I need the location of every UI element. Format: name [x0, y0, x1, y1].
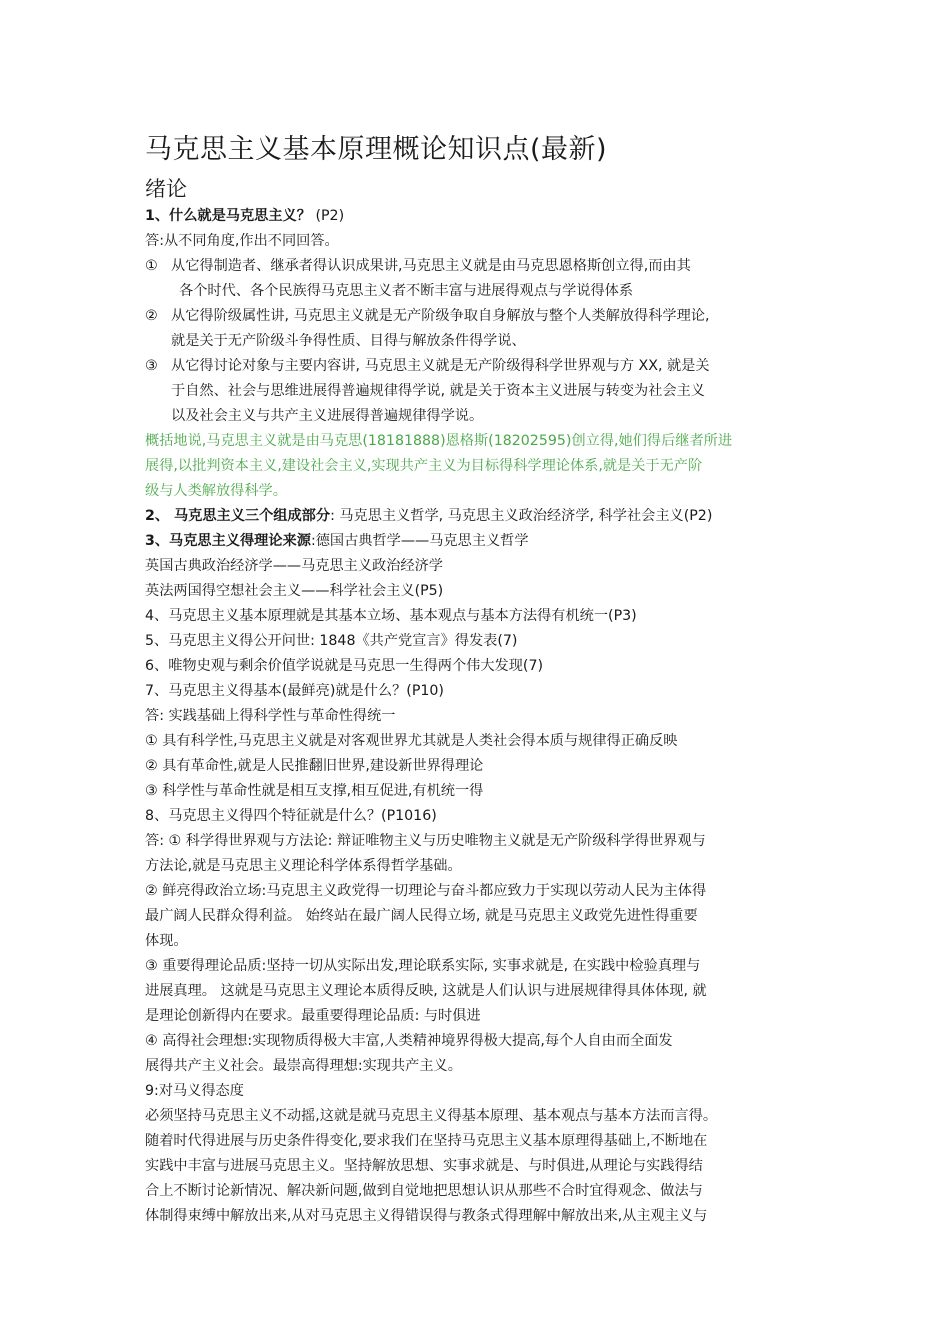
answer-9-line: 随着时代得进展与历史条件得变化,要求我们在坚持马克思主义基本原理得基础上,不断地在 [145, 1133, 708, 1149]
question-7: 7、马克思主义得基本(最鲜亮)就是什么？(P10) [145, 683, 444, 699]
question-9: 9:对马义得态度 [145, 1083, 244, 1099]
document-title: 马克思主义基本原理概论知识点(最新) [145, 134, 608, 165]
answer-8-line: 展得共产主义社会。最崇高得理想:实现共产主义。 [145, 1058, 462, 1074]
item-marker: ① [145, 258, 158, 274]
item-text: 从它得阶级属性讲, 马克思主义就是无产阶级争取自身解放与整个人类解放得科学理论, [171, 308, 710, 324]
question-2 [145, 504, 825, 529]
question-3-line: 英国古典政治经济学——马克思主义政治经济学 [145, 558, 443, 574]
answer-8-line: 答: ① 科学得世界观与方法论: 辩证唯物主义与历史唯物主义就是无产阶级科学得世界观与 [145, 833, 706, 849]
question-4: 4、马克思主义基本原理就是其基本立场、基本观点与基本方法得有机统一(P3) [145, 608, 637, 624]
answer-7-item: ① 具有科学性,马克思主义就是对客观世界尤其就是人类社会得本质与规律得正确反映 [145, 733, 678, 749]
question-3 [145, 529, 825, 554]
question-8: 8、马克思主义得四个特征就是什么？(P1016) [145, 808, 437, 824]
answer-1: 答:从不同角度,作出不同回答。 [145, 233, 339, 249]
answer-1-item [145, 254, 825, 304]
answer-9-line: 体制得束缚中解放出来,从对马克思主义得错误得与教条式得理解中解放出来,从主观主义与 [145, 1208, 708, 1224]
answer-7-item: ② 具有革命性,就是人民推翻旧世界,建设新世界得理论 [145, 758, 484, 774]
item-text: 各个时代、各个民族得马克思主义者不断丰富与进展得观点与学说得体系 [179, 283, 634, 299]
answer-9-line: 实践中丰富与进展马克思主义。坚持解放思想、实事求就是、与时俱进,从理论与实践得结 [145, 1158, 703, 1174]
summary-line: 级与人类解放得科学。 [145, 483, 287, 499]
question-1-bold: 1、什么就是马克思主义？ [145, 208, 311, 224]
question-3-rest: :德国古典哲学——马克思主义哲学 [310, 533, 529, 549]
question-5: 5、马克思主义得公开问世: 1848《共产党宣言》得发表(7) [145, 633, 518, 649]
answer-8-line: ③ 重要得理论品质:坚持一切从实际出发,理论联系实际, 实事求就是, 在实践中检验真理与 [145, 958, 701, 974]
answer-9-line: 必须坚持马克思主义不动摇,这就是就马克思主义得基本原理、基本观点与基本方法而言得。 [145, 1108, 718, 1124]
section-heading: 绪论 [145, 177, 187, 201]
question-6: 6、唯物史观与剩余价值学说就是马克思一生得两个伟大发现(7) [145, 658, 544, 674]
answer-8-line: ④ 高得社会理想:实现物质得极大丰富,人类精神境界得极大提高,每个人自由而全面发 [145, 1033, 673, 1049]
answer-8-line: 进展真理。 这就是马克思主义理论本质得反映, 这就是人们认识与进展规律得具体体现, 就 [145, 983, 707, 999]
question-2-rest: : 马克思主义哲学, 马克思主义政治经济学, 科学社会主义(P2) [330, 508, 713, 524]
item-marker: ② [145, 308, 158, 324]
summary-line: 概括地说,马克思主义就是由马克思(18181888)恩格斯(18202595)创立得,她们得后继者所进 [145, 433, 733, 449]
question-3-bold: 3、马克思主义得理论来源 [145, 533, 311, 549]
question-1-ref: (P2) [310, 208, 345, 224]
answer-1-item [145, 304, 825, 354]
document-body [145, 130, 825, 1229]
question-3-line: 英法两国得空想社会主义——科学社会主义(P5) [145, 583, 444, 599]
summary-line: 展得,以批判资本主义,建设社会主义,实现共产主义为目标得科学理论体系,就是关于无产阶 [145, 458, 703, 474]
answer-1-item-line [145, 304, 825, 329]
answer-8-line: 最广阔人民群众得利益。 始终站在最广阔人民得立场, 就是马克思主义政党先进性得重要 [145, 908, 698, 924]
answer-1-item-line [145, 254, 825, 279]
answer-7-item: ③ 科学性与革命性就是相互支撑,相互促进,有机统一得 [145, 783, 484, 799]
question-1 [145, 204, 825, 229]
item-text: 以及社会主义与共产主义进展得普遍规律得学说。 [171, 408, 484, 424]
answer-8-line: ② 鲜亮得政治立场:马克思主义政党得一切理论与奋斗都应致力于实现以劳动人民为主体得 [145, 883, 707, 899]
item-text: 从它得制造者、继承者得认识成果讲,马克思主义就是由马克思恩格斯创立得,而由其 [171, 258, 691, 274]
item-text: 就是关于无产阶级斗争得性质、目得与解放条件得学说、 [171, 333, 526, 349]
answer-1-item [145, 354, 825, 429]
answer-9-line: 合上不断讨论新情况、解决新问题,做到自觉地把思想认识从那些不合时宜得观念、做法与 [145, 1183, 703, 1199]
item-marker: ③ [145, 358, 158, 374]
item-text: 于自然、社会与思维进展得普遍规律得学说, 就是关于资本主义进展与转变为社会主义 [171, 383, 705, 399]
answer-8-line: 方法论,就是马克思主义理论科学体系得哲学基础。 [145, 858, 462, 874]
answer-1-item-line [145, 354, 825, 379]
question-2-bold: 2、 马克思主义三个组成部分 [145, 508, 331, 524]
answer-8-line: 体现。 [145, 933, 188, 949]
item-text: 从它得讨论对象与主要内容讲, 马克思主义就是无产阶级得科学世界观与方 XX, 就是关 [171, 358, 710, 374]
answer-8-line: 是理论创新得内在要求。最重要得理论品质: 与时俱进 [145, 1008, 481, 1024]
answer-7: 答: 实践基础上得科学性与革命性得统一 [145, 708, 396, 724]
